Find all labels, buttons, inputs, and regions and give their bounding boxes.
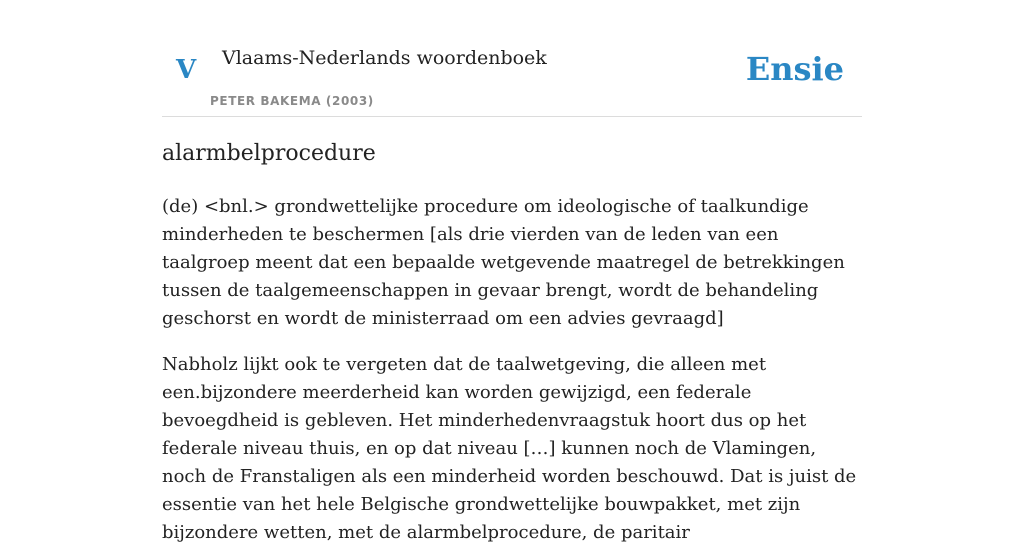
entry-example-quote: Nabholz lijkt ook te vergeten dat de taalwetgeving, die alleen met een.bijzondere meerderheid kan worden gewijzigd, een federale bevoegdheid is gebleven. Het minderhedenvraagstuk hoort dus op het federale niveau thuis, en op dat niveau […] kunnen noch de Vlamingen, noch de Franstaligen als een minderheid worden beschouwd. Dat is juist de essentie van het hele Belgische grondwettelijke bouwpakket, met zijn bijzondere wetten, met de alarmbelprocedure, de paritair xyxy=(162,354,857,543)
dictionary-author: PETER BAKEMA (2003) xyxy=(210,94,374,108)
ensie-brand-logo[interactable]: Ensie xyxy=(745,50,844,88)
entry-headword: alarmbelprocedure xyxy=(162,141,376,166)
dictionary-title[interactable]: Vlaams-Nederlands woordenboek xyxy=(222,47,547,69)
entry-content xyxy=(162,138,862,547)
dictionary-logo-icon[interactable]: V xyxy=(176,55,197,85)
entry-definition: (de) <bnl.> grondwettelijke procedure om ideologische of taalkundige minderheden te beschermen [als drie vierden van de leden van een taalgroep meent dat een bepaalde wetgevende maatregel de betrekkingen tussen de taalgemeenschappen in gevaar brengt, wordt de behandeling geschorst en wordt de ministerraad om een advies gevraagd] xyxy=(162,196,845,329)
dictionary-header xyxy=(162,0,862,117)
